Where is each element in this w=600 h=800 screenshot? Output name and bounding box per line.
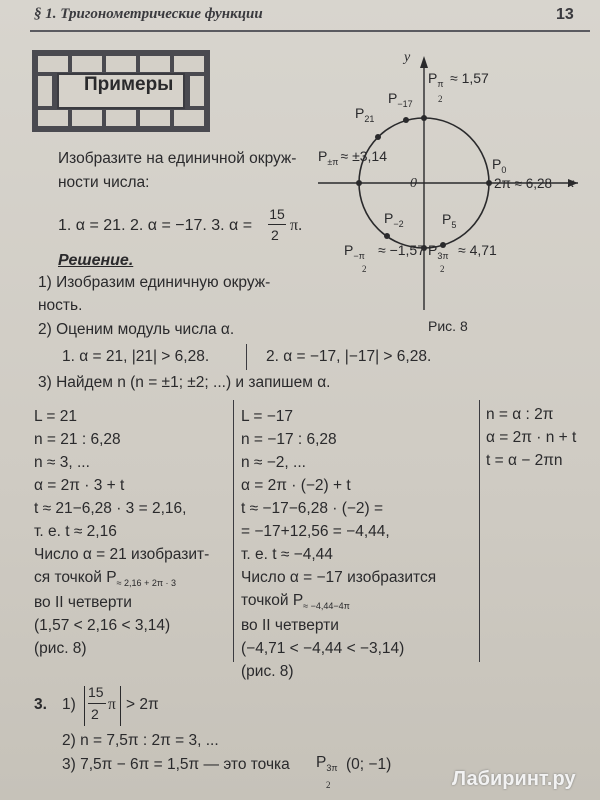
task-fraction-denominator: 2 xyxy=(271,227,279,243)
part3-fraction-bar xyxy=(88,703,106,704)
part3-point-denominator: 2 xyxy=(326,780,331,790)
part3-number: 3. xyxy=(34,696,47,713)
part3-step1-label: 1) xyxy=(62,696,76,713)
solution-step-1b: ность. xyxy=(38,297,83,314)
axis-y-label: y xyxy=(404,50,411,65)
solution-step-2: 2) Оценим модуль числа α. xyxy=(38,321,235,338)
col2-line-5: t ≈ −17−6,28 · (−2) = xyxy=(241,500,384,517)
col2-line-3: n ≈ −2, ... xyxy=(241,454,306,471)
part3-fraction-denominator: 2 xyxy=(91,706,99,722)
solution-step-3: 3) Найдем n (n = ±1; ±2; ...) и запишем α. xyxy=(38,374,331,391)
point-3pi2-value: ≈ 4,71 xyxy=(458,242,497,258)
col1-line-10: (1,57 < 2,16 < 3,14) xyxy=(34,617,171,634)
task-line-2: ности числа: xyxy=(58,174,150,191)
point-pi-label: $P_{\pm\pi} \approx \pm 3,14$ xyxy=(318,148,388,167)
col2-line-4: α = 2π · (−2) + t xyxy=(241,477,351,494)
point-21-label: $P_{21}$ xyxy=(355,105,375,124)
col1-line-11: (рис. 8) xyxy=(34,640,87,657)
part3-point-label: $P_{3\pi}$ xyxy=(316,754,338,774)
part3-pi: π xyxy=(108,696,116,713)
part3-step1-compare: > 2π xyxy=(126,696,159,713)
abs-bar-left xyxy=(84,686,85,726)
point-0-value: 2π ≈ 6,28 xyxy=(494,176,553,191)
part3-step2: 2) n = 7,5π : 2π = 3, ... xyxy=(62,732,219,749)
axis-x-label: x xyxy=(568,176,575,191)
col3-line-2: α = 2π · n + t xyxy=(486,429,577,446)
point-pi2-label: $P_\pi$ xyxy=(428,70,444,89)
col3-line-3: t = α − 2πn xyxy=(486,452,563,469)
solution-step-1a: 1) Изобразим единичную окруж- xyxy=(38,274,271,291)
col1-line-3: n ≈ 3, ... xyxy=(34,454,90,471)
col1-line-4: α = 2π · 3 + t xyxy=(34,477,125,494)
point-mpi2-value: ≈ −1,57 xyxy=(378,242,425,258)
col2-line-6: = −17+12,56 = −4,44, xyxy=(241,523,390,540)
point-m2-label: $P_{-2}$ xyxy=(384,210,404,229)
origin-label: 0 xyxy=(410,176,417,191)
figure-caption: Рис. 8 xyxy=(428,318,468,334)
col2-line-9: точкой $P_{\approx -4,44-4\pi}$ xyxy=(241,592,350,612)
col1-line-5: t ≈ 21−6,28 · 3 = 2,16, xyxy=(34,500,187,517)
point-5-label: $P_5$ xyxy=(442,211,457,230)
watermark-logo: Лабиринт.ру xyxy=(452,768,576,790)
part3-point-coords: (0; −1) xyxy=(346,756,392,773)
solution-heading: Решение. xyxy=(58,252,134,269)
page-number: 13 xyxy=(556,6,574,23)
abs-bar-right xyxy=(120,686,121,726)
point-3pi2-label: $P_{3\pi}$ xyxy=(428,242,449,261)
estimate-divider xyxy=(246,344,247,370)
col3-line-1: n = α : 2π xyxy=(486,406,554,423)
col1-line-8: ся точкой $P_{\approx 2,16 + 2\pi \cdot 3}$ xyxy=(34,569,177,589)
point-mpi2-label: $P_{-\pi}$ xyxy=(344,242,365,261)
col2-line-8: Число α = −17 изобразится xyxy=(241,569,437,586)
task-pi: π. xyxy=(290,217,303,234)
point-0-label: $P_0$ xyxy=(492,156,507,175)
estimate-1: 1. α = 21, |21| > 6,28. xyxy=(62,348,210,365)
col2-line-10: во II четверти xyxy=(241,617,339,634)
col1-line-9: во II четверти xyxy=(34,594,132,611)
task-fraction-bar xyxy=(268,224,286,225)
point-mpi2-denominator: 2 xyxy=(362,264,367,274)
col2-line-7: т. е. t ≈ −4,44 xyxy=(241,546,333,563)
chapter-title: § 1. Тригонометрические функции xyxy=(34,6,263,22)
point-pi2-value: ≈ 1,57 xyxy=(450,70,489,86)
point-pi2-denominator: 2 xyxy=(438,94,443,104)
header-rule xyxy=(30,30,590,32)
task-fraction-numerator: 15 xyxy=(269,206,285,222)
column-divider-1 xyxy=(233,400,234,662)
col2-line-2: n = −17 : 6,28 xyxy=(241,431,337,448)
col1-line-2: n = 21 : 6,28 xyxy=(34,431,121,448)
col2-line-1: L = −17 xyxy=(241,408,294,425)
point-m17-label: $P_{-17}$ xyxy=(388,90,413,109)
col2-line-12: (рис. 8) xyxy=(241,663,294,680)
task-line-1: Изобразите на единичной окруж- xyxy=(58,150,297,167)
col2-line-11: (−4,71 < −4,44 < −3,14) xyxy=(241,640,405,657)
column-divider-2 xyxy=(479,400,480,662)
estimate-2: 2. α = −17, |−17| > 6,28. xyxy=(266,348,432,365)
col1-line-6: т. е. t ≈ 2,16 xyxy=(34,523,117,540)
point-3pi2-denominator: 2 xyxy=(440,264,445,274)
part3-step3: 3) 7,5π − 6π = 1,5π — это точка xyxy=(62,756,290,773)
examples-heading: Примеры xyxy=(84,74,174,95)
part3-fraction-numerator: 15 xyxy=(88,684,104,700)
col1-line-7: Число α = 21 изобразит- xyxy=(34,546,210,563)
col1-line-1: L = 21 xyxy=(34,408,77,425)
task-list: 1. α = 21. 2. α = −17. 3. α = xyxy=(58,217,253,234)
